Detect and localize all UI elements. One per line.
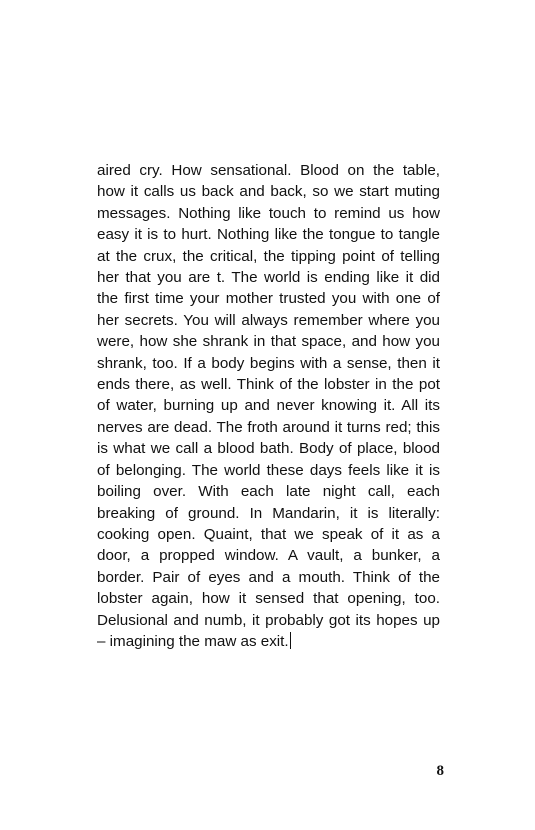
- body-text: aired cry. How sensational. Blood on the table, how it calls us back and back, so we start muting messages. Nothing like touch to remind us how easy it is to hurt. Nothing like the tongue to tangle at the crux, the critical, the tipping point of telling her that you are t. The world is ending like it did the first time your mother trusted you with one of her secrets. You will always remember where you were, how she shrank in that space, and how you shrank, too. If a body begins with a sense, then it ends there, as well. Think of the lobster in the pot of water, burning up and never knowing it. All its nerves are dead. The froth around it turns red; this is what we call a blood bath. Body of place, blood of belonging. The world these days feels like it is boiling over. With each late night call, each breaking of ground. In Mandarin, it is literally: cooking open. Quaint, that we speak of it as a door, a propped window. A vault, a bunker, a border. Pair of eyes and a mouth. Think of the lobster again, how it sensed that opening, too. Delusional and numb, it probably got its hopes up – imagining the maw as exit.: [97, 162, 440, 650]
- page-number: 8: [436, 763, 444, 779]
- text-cursor: [290, 632, 291, 649]
- body-paragraph: [97, 160, 440, 652]
